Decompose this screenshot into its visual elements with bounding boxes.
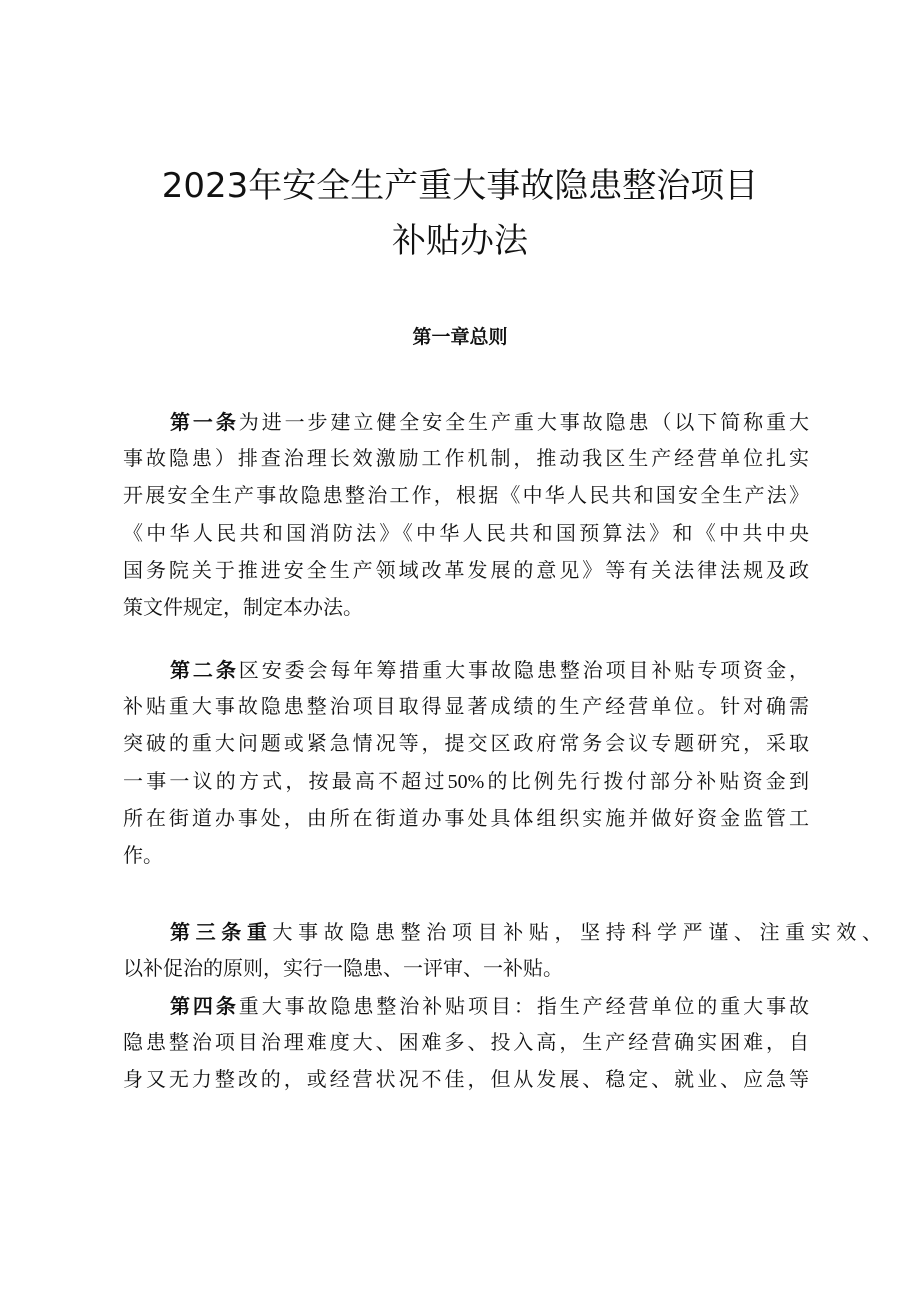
- paragraph-line: 策文件规定，制定本办法。: [123, 597, 363, 619]
- chapter-heading: 第一章总则: [412, 326, 508, 348]
- article-label: 第二条: [170, 658, 239, 682]
- paragraph-line: 突破的重大问题或紧急情况等，提交区政府常务会议专题研究，采取: [123, 733, 809, 756]
- paragraph-line: 开展安全生产事故隐患整治工作，根据《中华人民共和国安全生产法》: [123, 485, 809, 508]
- paragraph-line: 身又无力整改的，或经营状况不佳，但从发展、稳定、就业、应急等: [123, 1069, 809, 1092]
- paragraph-line: 《中华人民共和国消防法》《中华人民共和国预算法》和《中共中央: [123, 522, 809, 545]
- paragraph-line: 作。: [123, 845, 163, 867]
- article-text: 区安委会每年筹措重大事故隐患整治项目补贴专项资金，: [238, 660, 810, 682]
- article-text: 为进一步建立健全安全生产重大事故隐患（以下简称重大: [238, 412, 810, 434]
- article-text: 重大事故隐患整治补贴项目：指生产经营单位的重大事故: [238, 996, 810, 1018]
- article-label: 第四条: [170, 994, 239, 1018]
- paragraph-line: 所在街道办事处，由所在街道办事处具体组织实施并做好资金监管工: [123, 807, 809, 830]
- paragraph-line: 事故隐患）排查治理长效激励工作机制，推动我区生产经营单位扎实: [123, 448, 809, 471]
- paragraph-line: [170, 409, 809, 435]
- paragraph-line: 一事一议的方式，按最高不超过50%的比例先行拨付部分补贴资金到: [123, 770, 809, 793]
- article-label: 第三条重: [170, 920, 273, 944]
- paragraph-line: 隐患整治项目治理难度大、困难多、投入高，生产经营确实困难，自: [123, 1032, 809, 1055]
- paragraph-line: [170, 993, 809, 1019]
- article-text: 大事故隐患整治项目补贴，坚持科学严谨、注重实效、: [272, 922, 883, 944]
- paragraph-line: 补贴重大事故隐患整治项目取得显著成绩的生产经营单位。针对确需: [123, 696, 809, 719]
- title-line-1: 2023年安全生产重大事故隐患整治项目: [161, 166, 759, 206]
- article-label: 第一条: [170, 410, 239, 434]
- title-line-2: 补贴办法: [392, 221, 528, 261]
- paragraph-line: 国务院关于推进安全生产领域改革发展的意见》等有关法律法规及政: [123, 559, 809, 582]
- paragraph-line: [170, 919, 882, 945]
- paragraph-line: 以补促治的原则，实行一隐患、一评审、一补贴。: [123, 958, 563, 981]
- paragraph-line: [170, 657, 809, 683]
